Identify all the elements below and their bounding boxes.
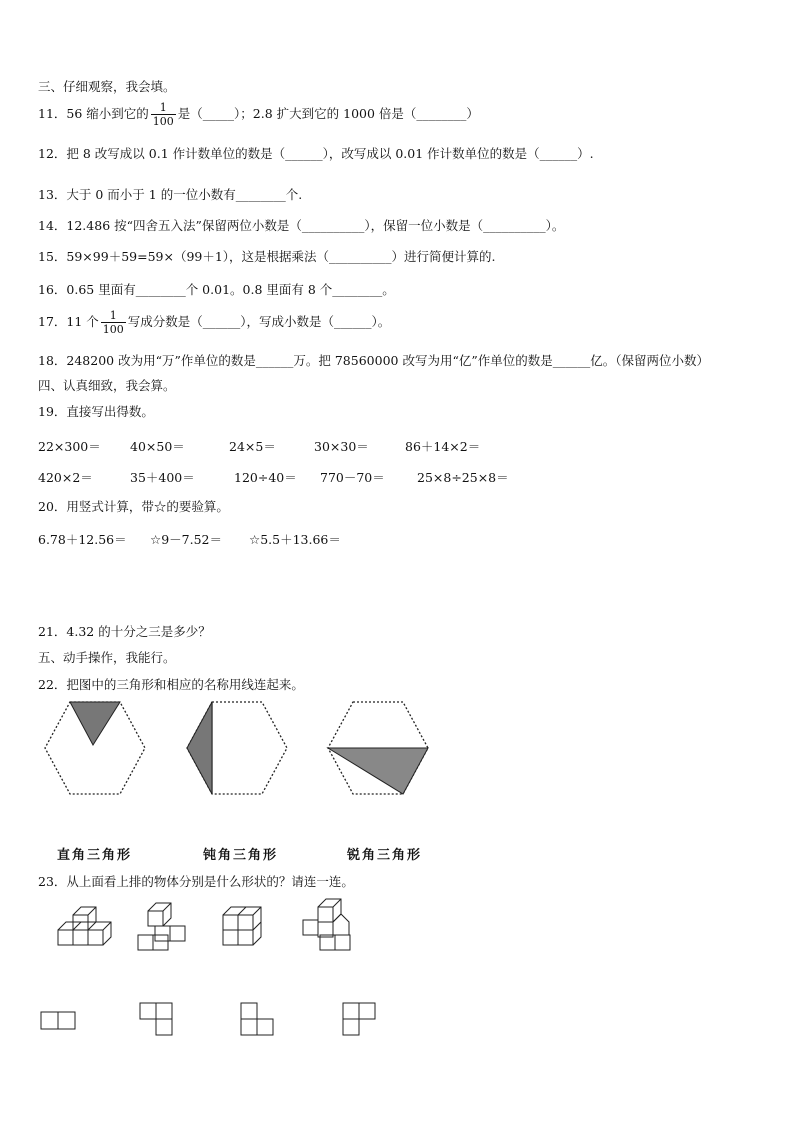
expression: 86＋14×2＝ [405,439,481,454]
expression: 40×50＝ [130,439,185,454]
question-14: 14．12.486 按“四舍五入法”保留两位小数是（__________），保留一位小数是（__________）。 [38,218,565,233]
top-view-shape-2 [140,1003,172,1035]
expression: 30×30＝ [314,439,369,454]
question-18: 18．248200 改为用“万”作单位的数是______万。把 78560000 改写为用“亿”作单位的数是______亿。（保留两位小数） [38,353,709,368]
expression: 770－70＝ [320,470,385,485]
expression: 420×2＝ [38,470,93,485]
question-11: 11．56 缩小到它的 $\frac{1}{100}$ 是（_____）；2.8 扩大到它的 1000 倍是（________） [38,101,479,128]
expression: 120÷40＝ [234,470,297,485]
question-15: 15．59×99＋59=59×（99＋1），这是根据乘法（__________）进行简便计算的. [38,249,496,264]
expression: 6.78＋12.56＝ [38,532,127,547]
question-12: 12．把 8 改写成以 0.1 作计数单位的数是（______），改写成以 0.01 作计数单位的数是（______）. [38,146,594,161]
question-13: 13．大于 0 而小于 1 的一位小数有________个. [38,187,303,202]
question-21: 21．4.32 的十分之三是多少？ [38,624,211,639]
question-17: 17．11 个 $\frac{1}{100}$ 写成分数是（______），写成小数是（______）。 [38,309,391,336]
expression: 22×300＝ [38,439,101,454]
top-view-shape-3 [241,1003,273,1035]
top-view-shape-1 [41,1012,75,1029]
question-23: 23．从上面看上排的物体分别是什么形状的？请连一连。 [38,874,354,889]
question-20: 20．用竖式计算，带☆的要验算。 [38,499,229,514]
question-16: 16．0.65 里面有________个 0.01。0.8 里面有 8 个________。 [38,282,395,297]
label-right-triangle: 直角三角形 [57,848,133,863]
expression: ☆5.5＋13.66＝ [249,532,341,547]
top-view-shape-4 [343,1003,375,1035]
section-4-title: 四、认真细致，我会算。 [38,378,176,393]
fraction: $\frac{1}{100}$ [152,101,174,128]
expression: 25×8÷25×8＝ [417,470,509,485]
label-obtuse-triangle: 钝角三角形 [203,848,279,863]
section-3-title: 三、仔细观察，我会填。 [38,79,176,94]
question-22: 22．把图中的三角形和相应的名称用线连起来。 [38,677,304,692]
section-5-title: 五、动手操作，我能行。 [38,650,176,665]
fraction: $\frac{1}{100}$ [102,309,124,336]
expression: 35＋400＝ [130,470,195,485]
expression: ☆9－7.52＝ [150,532,222,547]
label-acute-triangle: 锐角三角形 [347,848,423,863]
question-19: 19．直接写出得数。 [38,404,154,419]
expression: 24×5＝ [229,439,276,454]
